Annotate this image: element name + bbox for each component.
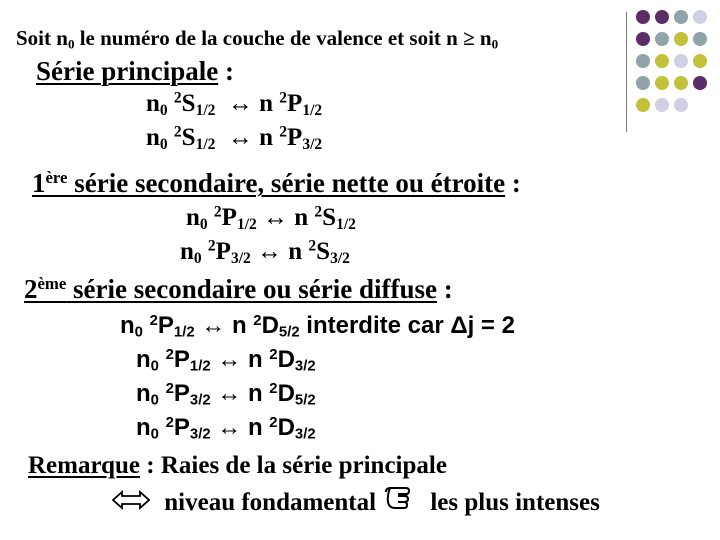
- pointing-hand-icon: [384, 486, 416, 517]
- decorative-dot: [693, 32, 707, 46]
- principal-series-heading: Série principale :: [36, 56, 234, 86]
- diffuse-series-heading: 2ème série secondaire ou série diffuse :: [24, 273, 453, 304]
- decorative-dot: [674, 54, 688, 68]
- sharp-series-heading: 1ère série secondaire, série nette ou étroite :: [32, 167, 521, 198]
- remark-conclusion: niveau fondamental les plus intenses: [104, 486, 600, 517]
- transition-line: $n_0$ $^2P_{3/2}$ ↔ n $^2D_{5/2}$: [136, 380, 316, 409]
- decorative-dot: [655, 10, 669, 24]
- transition-line: $n_0$ $^2S_{1/2}$ ↔ n $^2P_{3/2}$: [146, 123, 323, 153]
- decorative-dot: [693, 54, 707, 68]
- transition-line: $n_0$ $^2P_{1/2}$ ↔ n $^2D_{5/2}$ interdite car Δj = 2: [120, 312, 515, 341]
- forbidden-note: interdite car Δj = 2: [299, 312, 515, 339]
- decorative-dot: [674, 98, 688, 112]
- transition-line: $n_0$ $^2P_{3/2}$ ↔ n $^2D_{3/2}$: [136, 414, 316, 443]
- transition-line: $n_0$ $^2P_{1/2}$ ↔ n $^2D_{3/2}$: [136, 346, 316, 375]
- decorative-dot: [636, 10, 650, 24]
- intro-sentence: Soit $n_0$ le numéro de la couche de valence et soit $n \ge n_0$: [16, 26, 499, 52]
- remark-line: Remarque : Raies de la série principale: [28, 452, 447, 479]
- remark-label: Remarque: [28, 452, 141, 479]
- decorative-dot: [674, 76, 688, 90]
- decorative-dot: [636, 54, 650, 68]
- decorative-dot: [693, 10, 707, 24]
- decorative-dot: [674, 32, 688, 46]
- decorative-dot: [655, 32, 669, 46]
- decorative-dot: [693, 76, 707, 90]
- decorative-dot-grid: [636, 10, 712, 120]
- divider-line: [626, 12, 627, 132]
- decorative-dot: [655, 76, 669, 90]
- decorative-dot: [636, 76, 650, 90]
- decorative-dot: [636, 32, 650, 46]
- decorative-dot: [655, 54, 669, 68]
- transition-line: $n_0$ $^2P_{1/2}$ ↔ n $^2S_{1/2}$: [186, 203, 356, 233]
- decorative-dot: [674, 10, 688, 24]
- double-arrow-icon: [112, 489, 150, 517]
- decorative-dot: [655, 98, 669, 112]
- transition-line: $n_0$ $^2S_{1/2}$ ↔ n $^2P_{1/2}$: [146, 89, 323, 119]
- decorative-dot: [636, 98, 650, 112]
- transition-line: $n_0$ $^2P_{3/2}$ ↔ n $^2S_{3/2}$: [180, 237, 350, 267]
